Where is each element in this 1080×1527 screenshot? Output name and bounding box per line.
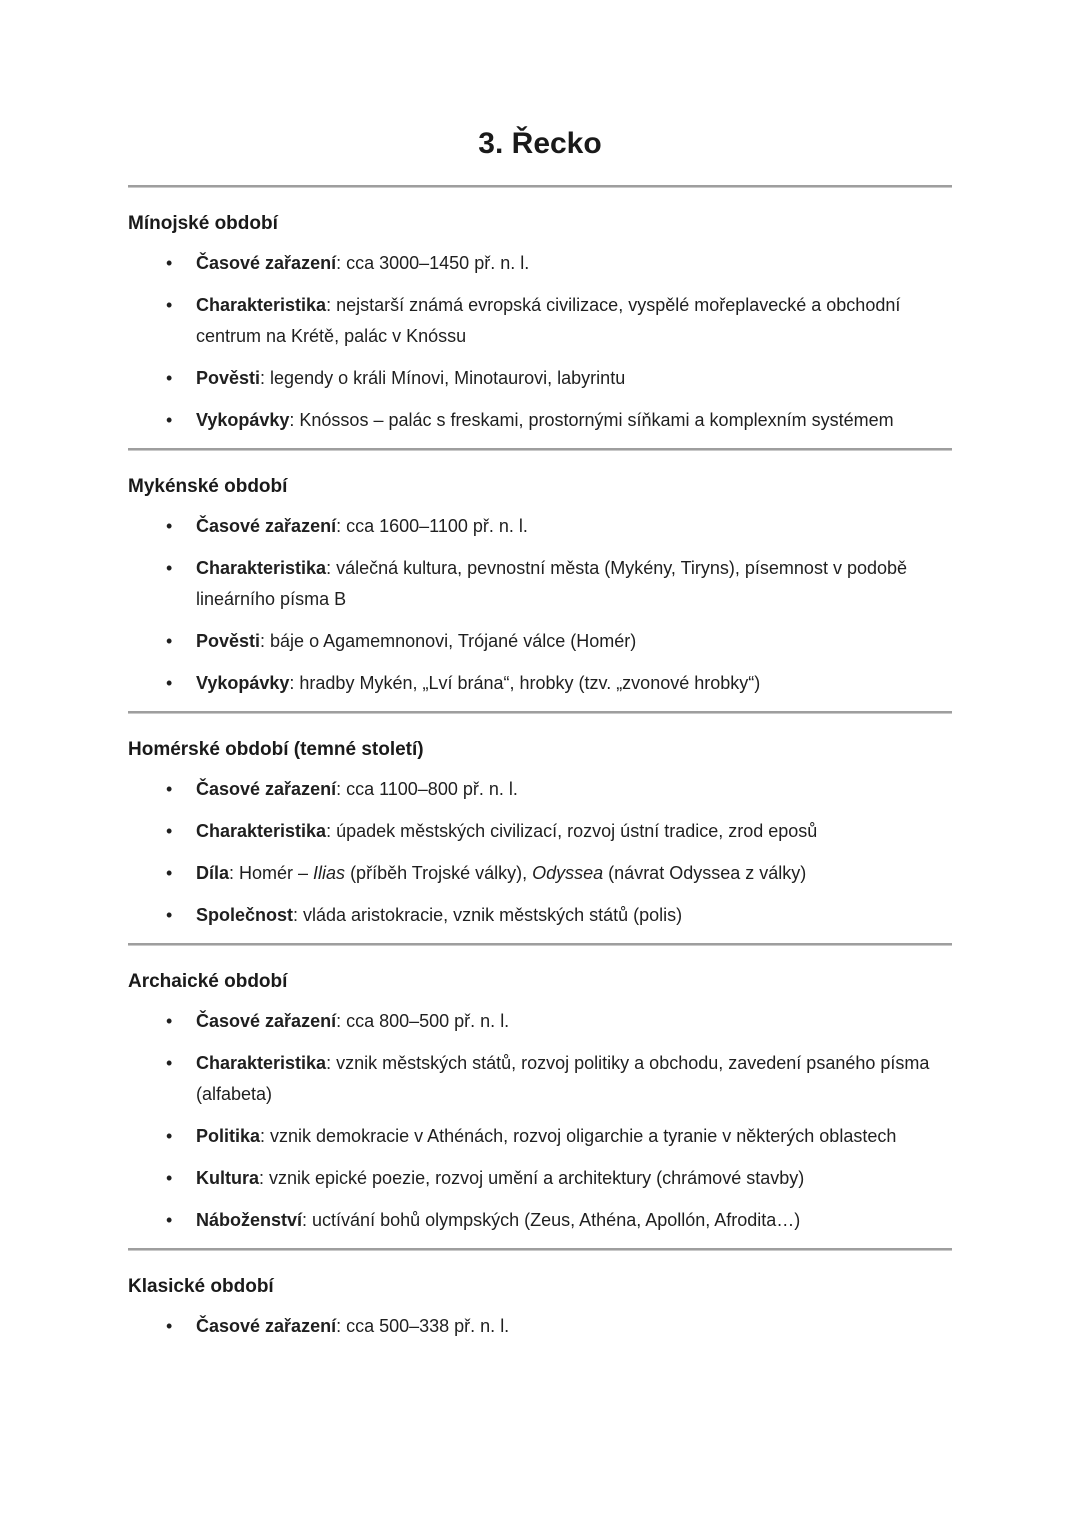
bullet-label: Časové zařazení bbox=[196, 516, 337, 536]
section-divider bbox=[128, 448, 952, 451]
bullet-label: Kultura bbox=[196, 1168, 259, 1188]
bullet-text: : cca 1100–800 př. n. l. bbox=[336, 779, 518, 799]
bullet-text: (návrat Odyssea z války) bbox=[603, 863, 807, 883]
bullet-item bbox=[128, 248, 952, 279]
bullet-text: Ilias bbox=[313, 863, 346, 883]
bullet-label: Časové zařazení bbox=[196, 779, 337, 799]
bullet-item bbox=[128, 511, 952, 542]
bullet-label: Díla bbox=[196, 863, 230, 883]
section-divider bbox=[128, 711, 952, 714]
bullet-item bbox=[128, 668, 952, 699]
bullet-text: : Homér – bbox=[229, 863, 314, 883]
bullet-item bbox=[128, 774, 952, 805]
section-heading: Klasické období bbox=[128, 1276, 274, 1297]
bullet-text: : legendy o králi Mínovi, Minotaurovi, labyrintu bbox=[260, 368, 626, 388]
bullet-text: : Knóssos – palác s freskami, prostornými síňkami a komplexním systémem bbox=[289, 410, 894, 430]
bullet-item bbox=[128, 1121, 952, 1152]
bullet-label: Společnost bbox=[196, 905, 294, 925]
bullet-label: Charakteristika bbox=[196, 295, 327, 315]
section-divider bbox=[128, 1248, 952, 1251]
bullet-text: : uctívání bohů olympských (Zeus, Athéna, Apollón, Afrodita…) bbox=[302, 1210, 801, 1230]
bullet-text: : cca 3000–1450 př. n. l. bbox=[336, 253, 530, 273]
bullet-item bbox=[128, 1006, 952, 1037]
bullet-label: Charakteristika bbox=[196, 558, 327, 578]
bullet-label: Charakteristika bbox=[196, 821, 327, 841]
bullet-label: Vykopávky bbox=[196, 673, 290, 693]
bullet-item bbox=[128, 363, 952, 394]
bullet-text: : vláda aristokracie, vznik městských států (polis) bbox=[293, 905, 683, 925]
bullet-text: : cca 1600–1100 př. n. l. bbox=[336, 516, 528, 536]
bullet-label: Vykopávky bbox=[196, 410, 290, 430]
section-heading: Homérské období (temné století) bbox=[128, 739, 424, 760]
bullet-label: Časové zařazení bbox=[196, 253, 337, 273]
bullet-item bbox=[128, 1205, 952, 1236]
section-divider bbox=[128, 185, 952, 188]
bullet-label: Náboženství bbox=[196, 1210, 303, 1230]
bullet-list bbox=[128, 774, 952, 931]
sections-container bbox=[128, 185, 952, 1342]
bullet-item bbox=[128, 553, 952, 615]
bullet-item bbox=[128, 816, 952, 847]
bullet-label: Pověsti bbox=[196, 631, 261, 651]
bullet-text: : vznik epické poezie, rozvoj umění a architektury (chrámové stavby) bbox=[259, 1168, 805, 1188]
bullet-text: Odyssea bbox=[532, 863, 604, 883]
bullet-list bbox=[128, 1006, 952, 1236]
bullet-list bbox=[128, 248, 952, 436]
bullet-label: Časové zařazení bbox=[196, 1316, 337, 1336]
bullet-text: : cca 500–338 př. n. l. bbox=[336, 1316, 510, 1336]
bullet-label: Pověsti bbox=[196, 368, 261, 388]
bullet-label: Politika bbox=[196, 1126, 261, 1146]
bullet-text: : vznik městských států, rozvoj politiky a obchodu, zavedení psaného písma (alfabeta) bbox=[196, 1053, 930, 1104]
bullet-text: : vznik demokracie v Athénách, rozvoj oligarchie a tyranie v některých oblastech bbox=[260, 1126, 897, 1146]
bullet-text: : úpadek městských civilizací, rozvoj ústní tradice, zrod eposů bbox=[326, 821, 818, 841]
section-heading: Mykénské období bbox=[128, 476, 288, 497]
bullet-text: (příběh Trojské války), bbox=[345, 863, 533, 883]
bullet-list bbox=[128, 511, 952, 699]
bullet-item bbox=[128, 1311, 952, 1342]
bullet-text: : nejstarší známá evropská civilizace, vyspělé mořeplavecké a obchodní centrum na Krétě, palác v Knóssu bbox=[196, 295, 901, 346]
bullet-item bbox=[128, 858, 952, 889]
bullet-text: : hradby Mykén, „Lví brána“, hrobky (tzv. „zvonové hrobky“) bbox=[289, 673, 761, 693]
bullet-item bbox=[128, 405, 952, 436]
bullet-item bbox=[128, 1048, 952, 1110]
page-title: 3. Řecko bbox=[478, 127, 602, 160]
bullet-item bbox=[128, 626, 952, 657]
bullet-item bbox=[128, 900, 952, 931]
bullet-item bbox=[128, 1163, 952, 1194]
bullet-label: Časové zařazení bbox=[196, 1011, 337, 1031]
bullet-text: : válečná kultura, pevnostní města (Mykény, Tiryns), písemnost v podobě lineárního písma B bbox=[196, 558, 908, 609]
bullet-list bbox=[128, 1311, 952, 1342]
bullet-text: : báje o Agamemnonovi, Trójané válce (Homér) bbox=[260, 631, 637, 651]
bullet-text: : cca 800–500 př. n. l. bbox=[336, 1011, 510, 1031]
bullet-item bbox=[128, 290, 952, 352]
bullet-label: Charakteristika bbox=[196, 1053, 327, 1073]
section-heading: Archaické období bbox=[128, 971, 288, 992]
section-divider bbox=[128, 943, 952, 946]
section-heading: Mínojské období bbox=[128, 213, 278, 234]
